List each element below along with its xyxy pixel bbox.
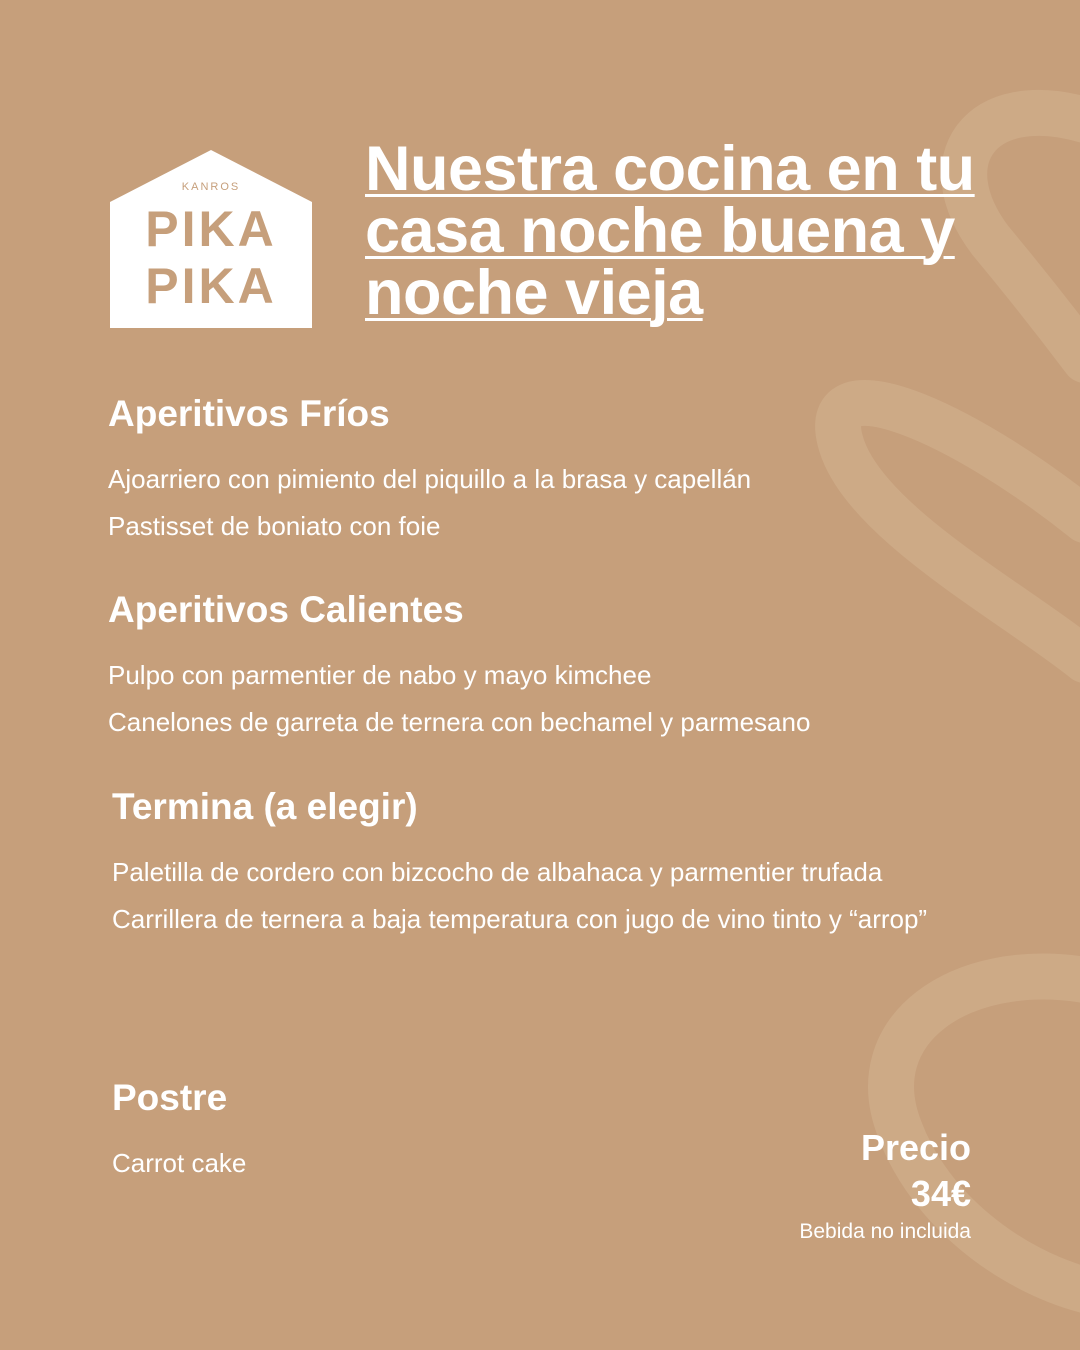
page-title: Nuestra cocina en tu casa noche buena y noche vieja [365,134,975,328]
section-title: Termina (a elegir) [112,786,418,827]
logo-word-line1: PIKA [145,201,277,257]
section-title: Postre [112,1077,228,1118]
price-note: Bebida no incluida [799,1220,971,1243]
section-postre [112,1078,612,1187]
menu-item: Pastisset de boniato con foie [108,511,441,541]
menu-item: Carrillera de ternera a baja temperatura con jugo de vino tinto y “arrop” [112,904,928,934]
section-aperitivos-calientes [108,590,1008,746]
menu-item: Ajoarriero con pimiento del piquillo a la brasa y capellán [108,464,752,494]
menu-item: Paletilla de cordero con bizcocho de albahaca y parmentier trufada [112,857,883,887]
section-aperitivos-frios [108,394,1008,550]
price-block [799,1125,971,1247]
menu-item: Canelones de garreta de ternera con bechamel y parmesano [108,707,811,737]
section-title: Aperitivos Calientes [108,589,464,630]
logo-brand-text: KANROS [181,181,241,193]
logo-word-line2: PIKA [145,258,277,314]
menu-item: Carrot cake [112,1148,247,1178]
section-termina [112,787,952,943]
price-label: Precio [860,1127,971,1168]
section-title: Aperitivos Fríos [108,393,390,434]
menu-item: Pulpo con parmentier de nabo y mayo kimchee [108,660,652,690]
pika-pika-logo [110,150,312,328]
price-value: 34€ [910,1173,971,1214]
